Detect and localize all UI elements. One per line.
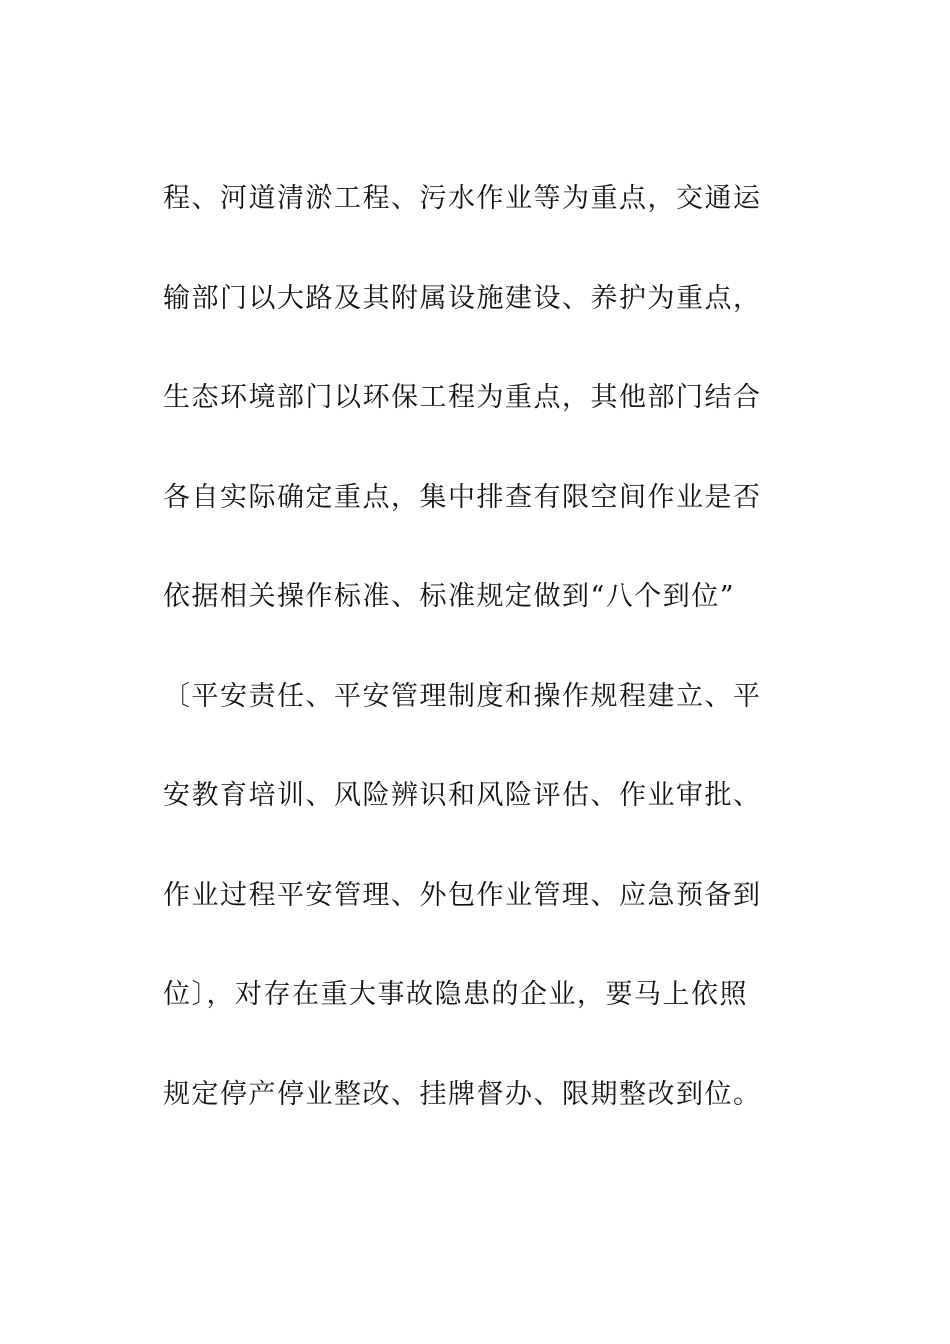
body-text bbox=[163, 170, 783, 1165]
text-line-5: 依据相关操作标准、标准规定做到“八个到位” bbox=[163, 581, 736, 612]
text-line-8: 作业过程平安管理、外包作业管理、应急预备到 bbox=[163, 879, 762, 911]
text-line-9: 位〕，对存在重大事故隐患的企业，要马上依照 bbox=[163, 979, 748, 1010]
text-line-7: 安教育培训、风险辨识和风险评估、作业审批、 bbox=[163, 780, 762, 811]
text-line-10: 规定停产停业整改、挂牌督办、限期整改到位。 bbox=[163, 1078, 762, 1110]
text-line-1: 程、河道清淤工程、污水作业等为重点，交通运 bbox=[163, 183, 762, 214]
text-line-4: 各自实际确定重点，集中排查有限空间作业是否 bbox=[163, 481, 762, 513]
text-line-2: 输部门以大路及其附属设施建设、养护为重点， bbox=[163, 282, 762, 314]
text-line-3: 生态环境部门以环保工程为重点，其他部门结合 bbox=[163, 382, 762, 413]
text-line-6: 〔平安责任、平安管理制度和操作规程建立、平 bbox=[163, 680, 762, 712]
